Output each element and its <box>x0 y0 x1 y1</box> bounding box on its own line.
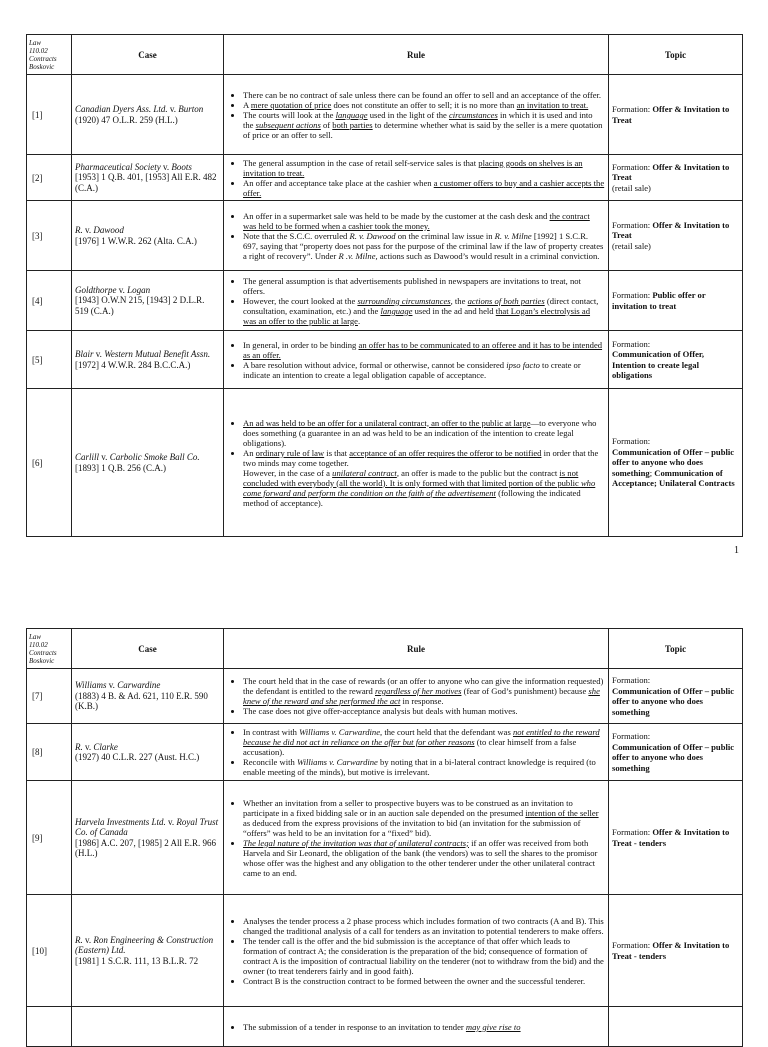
row-number: [8] <box>27 724 72 781</box>
row-number: [10] <box>27 895 72 1007</box>
row-number: [1] <box>27 75 72 155</box>
case-name: Harvela Investments Ltd. v. Royal Trust Co. of Canada [1986] A.C. 207, [1985] 2 All E.R. 966 (H.L.) <box>72 781 224 895</box>
row-number: [9] <box>27 781 72 895</box>
rule-text: • In contrast with Williams v. Carwardine, the court held that the defendant was not entitled to the reward because he did not act in reliance on the offer but for other reasons (to clear himself from a false accusation). • Reconcile with Williams v. Carwardine by noting that in a bi-lateral contract knowledge is required (to enable meeting of the minds), but motive is irrelevant. <box>224 724 609 781</box>
topic-text: Formation: Offer & Invitation to Treat - tenders <box>609 781 743 895</box>
rule-text: • The general assumption is that advertisements published in newspapers are invitations to treat, not offers. • However, the court looked at the surrounding circumstances, the actions of both parties (direct contact, consultation, examination, etc.) and the language used in the ad and held that Logan’s electrolysis ad was an offer to the public at large. <box>224 271 609 331</box>
table-row <box>27 781 743 895</box>
rule-text: • Whether an invitation from a seller to prospective buyers was to be construed as an invitation to participate in a fixed bidding sale or in an auction sale depended on the presumed intention of the seller as deduced from the express provisions of the invitation to bid (an invitation for the submission of “offers” was held to be an invitation for a “fixed” bid). • The legal nature of the invitation was that of unilateral contracts; if an offer was received from both Harvela and Sir Leonard, the obligation of the bank (the vendors) was to sell the shares to the promisor whose offer was the highest and any obligation to the other tenderer under the other unilateral contract came to an end. <box>224 781 609 895</box>
case-name: Goldthorpe v. Logan [1943] O.W.N 215, [1943] 2 D.L.R. 519 (C.A.) <box>72 271 224 331</box>
table-row <box>27 201 743 271</box>
topic-text: Formation: Public offer or invitation to treat <box>609 271 743 331</box>
rule-text: • Analyses the tender process a 2 phase process which includes formation of two contracts (A and B). This changed the traditional analysis of a call for tenders as an invitation to potential tenderers to make offers. • The tender call is the offer and the bid submission is the acceptance of that offer which leads to formation of contract A; the consideration is the preparation of the bid; consequence of formation of contract A is the imposition of contractual liability on the tenderer (not to withdraw from the bid) and the owner (to treat tenderers fairly and in good faith). • Contract B is the construction contract to be formed between the owner and the successful tenderer. <box>224 895 609 1007</box>
column-header-topic: Topic <box>609 35 743 75</box>
case-name: Carlill v. Carbolic Smoke Ball Co. [1893] 1 Q.B. 256 (C.A.) <box>72 389 224 537</box>
topic-text: Formation: Offer & Invitation to Treat (retail sale) <box>609 201 743 271</box>
table-row <box>27 155 743 201</box>
table-row <box>27 724 743 781</box>
row-number: [3] <box>27 201 72 271</box>
rule-text: • In general, in order to be binding an offer has to be communicated to an offeree and it has to be intended as an offer. • A bare resolution without advice, formal or otherwise, cannot be considered ipso facto to create or indicate an intention to create a legal obligation capable of acceptance. <box>224 331 609 389</box>
case-name: R. v. Dawood [1976] 1 W.W.R. 262 (Alta. C.A.) <box>72 201 224 271</box>
row-number: [5] <box>27 331 72 389</box>
column-header-topic: Topic <box>609 629 743 669</box>
row-number: [4] <box>27 271 72 331</box>
rule-text: • The submission of a tender in response to an invitation to tender may give rise to <box>224 1007 609 1047</box>
table-row <box>27 895 743 1007</box>
rule-text: • An offer in a supermarket sale was held to be made by the customer at the cash desk and the contract was held to be formed when a cashier took the money. • Note that the S.C.C. overruled R. v. Dawood on the criminal law issue in R. v. Milne [1992] 1 S.C.R. 697, saying that “property does not pass for the purpose of the criminal law if the law of property creates a right of recovery”. Under R .v. Milne, actions such as Dawood’s would result in a criminal conviction. <box>224 201 609 271</box>
row-number: [7] <box>27 669 72 724</box>
case-name: Canadian Dyers Ass. Ltd. v. Burton (1920) 47 O.L.R. 259 (H.L.) <box>72 75 224 155</box>
row-number: [6] <box>27 389 72 537</box>
case-name: Blair v. Western Mutual Benefit Assn. [1972] 4 W.W.R. 284 B.C.C.A.) <box>72 331 224 389</box>
table-row <box>27 271 743 331</box>
topic-text: Formation: Communication of Offer, Intention to create legal obligations <box>609 331 743 389</box>
rule-text: • The general assumption in the case of retail self-service sales is that placing goods on shelves is an invitation to treat. • An offer and acceptance take place at the cashier when a customer offers to buy and a cashier accepts the offer. <box>224 155 609 201</box>
rule-text: • The court held that in the case of rewards (or an offer to anyone who can give the information requested) the defendant is entitled to the reward regardless of her motives (fear of God’s punishment) because she knew of the reward and she performed the act in response. • The case does not give offer-acceptance analysis but deals with human motives. <box>224 669 609 724</box>
course-label: Law 110.02 Contracts Boskovic <box>27 35 72 75</box>
column-header-rule: Rule <box>224 629 609 669</box>
column-header-case: Case <box>72 629 224 669</box>
topic-text: Formation: Communication of Offer – public offer to anyone who does something <box>609 724 743 781</box>
table-row <box>27 331 743 389</box>
column-header-rule: Rule <box>224 35 609 75</box>
table-row <box>27 669 743 724</box>
row-number: [2] <box>27 155 72 201</box>
rule-text: • An ad was held to be an offer for a unilateral contract, an offer to the public at large—to everyone who does something (a guarantee in an ad was held to be an indication of the intention to create legal obligations). • An ordinary rule of law is that acceptance of an offer requires the offeror to be notified in order that the two minds may come together. However, in the case of a unilateral contract, an offer is made to the public but the contract is not concluded with everybody (all the world). It is only formed with that limited portion of the public who come forward and perform the condition on the faith of the advertisement (following the indicated method of acceptance). <box>224 389 609 537</box>
topic-text: Formation: Offer & Invitation to Treat - tenders <box>609 895 743 1007</box>
table-row <box>27 1007 743 1047</box>
page-1-table <box>26 34 743 537</box>
page-2-table <box>26 628 743 1047</box>
topic-text: Formation: Communication of Offer – public offer to anyone who does something <box>609 669 743 724</box>
course-label: Law 110.02 Contracts Boskovic <box>27 629 72 669</box>
topic-text: Formation: Offer & Invitation to Treat <box>609 75 743 155</box>
case-name: R. v. Clarke (1927) 40 C.L.R. 227 (Aust. H.C.) <box>72 724 224 781</box>
topic-text: Formation: Offer & Invitation to Treat (retail sale) <box>609 155 743 201</box>
table-row <box>27 75 743 155</box>
topic-text: Formation: Communication of Offer – public offer to anyone who does something; Communication of Acceptance; Unilateral Contracts <box>609 389 743 537</box>
rule-text: • There can be no contract of sale unless there can be found an offer to sell and an acceptance of the offer. • A mere quotation of price does not constitute an offer to sell; it is no more than an invitation to treat. • The courts will look at the language used in the light of the circumstances in which it is used and into the subsequent actions of both parties to determine whether what is said by the seller is a mere quotation of price or an offer to sell. <box>224 75 609 155</box>
page-number: 1 <box>734 545 739 556</box>
column-header-case: Case <box>72 35 224 75</box>
case-name: R. v. Ron Engineering & Construction (Eastern) Ltd. [1981] 1 S.C.R. 111, 13 B.L.R. 72 <box>72 895 224 1007</box>
header-row <box>27 35 743 75</box>
case-name: Pharmaceutical Society v. Boots [1953] 1 Q.B. 401, [1953] All E.R. 482 (C.A.) <box>72 155 224 201</box>
table-row <box>27 389 743 537</box>
case-name: Williams v. Carwardine (1883) 4 B. & Ad. 621, 110 E.R. 590 (K.B.) <box>72 669 224 724</box>
header-row <box>27 629 743 669</box>
